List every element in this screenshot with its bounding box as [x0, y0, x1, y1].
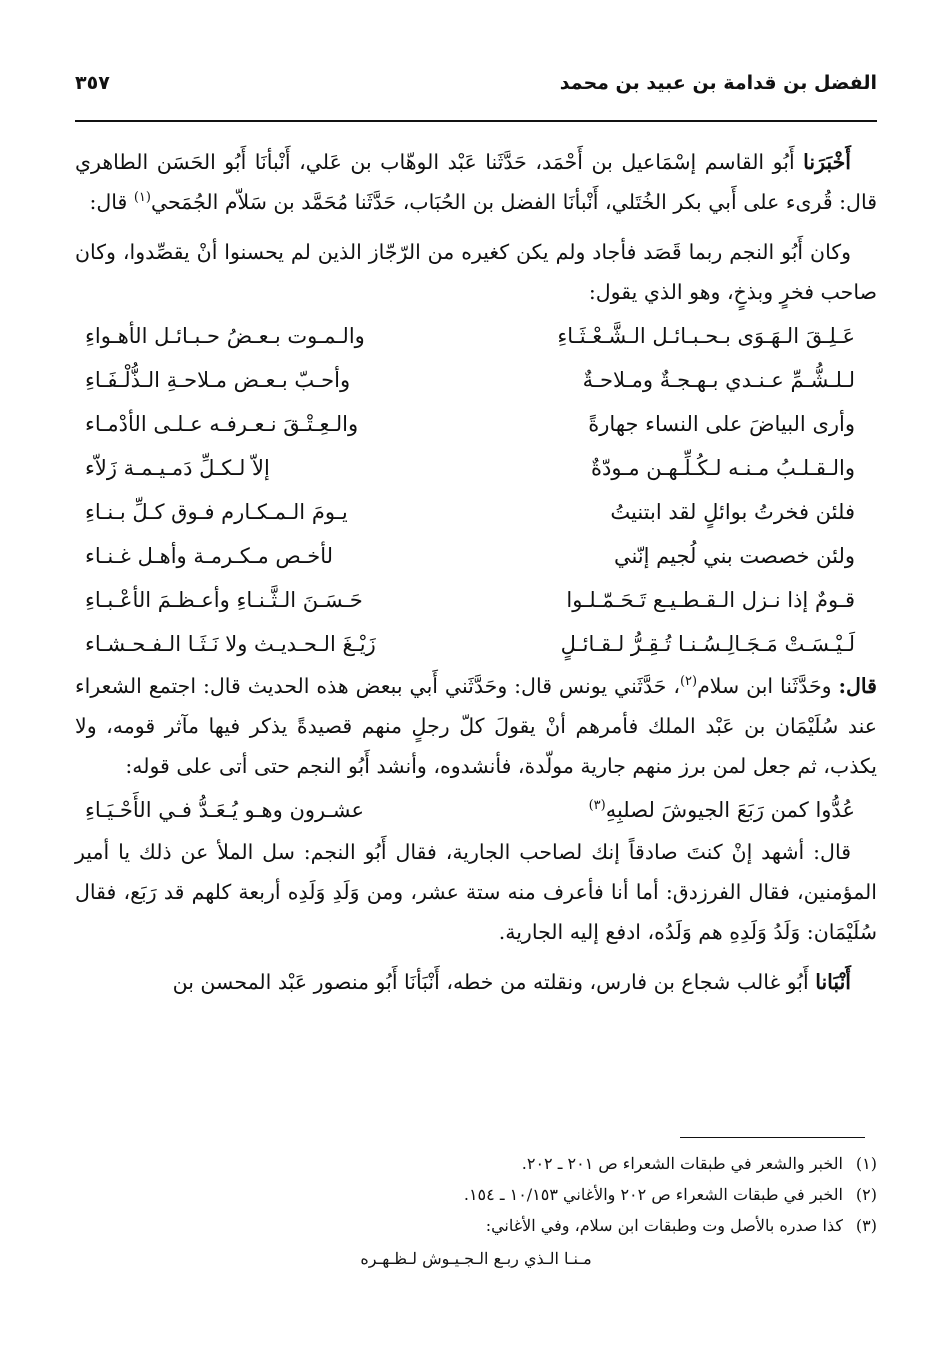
footnote-verse: مـنـا الـذي ربـع الـجـيـوش لـظـهـره	[360, 1249, 592, 1268]
page-header	[75, 72, 877, 94]
footnote	[75, 1148, 877, 1179]
paragraph-1-lead: أَخْبَرَنا	[803, 150, 851, 174]
footnote-rule	[680, 1137, 865, 1138]
verse-second-hemistich: يـومَ الـمـكـارم فـوق كـلِّ بـنـاءِ	[85, 500, 348, 524]
verse-line	[75, 402, 877, 446]
verse-line-single	[75, 788, 877, 832]
verse-second-hemistich: والـعِـتْـقَ نـعـرفـه عـلـى الأدْمـاء	[85, 412, 359, 436]
verse-first-hemistich: ولئن خصصت بني لُجيم إنّني	[613, 544, 855, 568]
verse-line	[75, 446, 877, 490]
verse-line	[75, 534, 877, 578]
verse-line	[75, 622, 877, 666]
verse-line	[75, 490, 877, 534]
verse-second-hemistich: إلاّ لـكـلِّ دَمـيـمـة زَلاّء	[85, 456, 270, 480]
footnote	[75, 1179, 877, 1210]
verse-first-hemistich: لـلـشُّـمِّ عـنـدي بـهـجـةٌ ومـلاحـةٌ	[582, 368, 855, 392]
footnote-text: الخبر والشعر في طبقات الشعراء ص ٢٠١ ـ ٢٠٢.	[521, 1154, 843, 1173]
verse-second-hemistich: لأخـص مـكـرمـة وأهـل غـنـاء	[85, 544, 334, 568]
verse-line	[75, 358, 877, 402]
verse-second-hemistich: وأحـبّ بـعـض مـلاحـةِ الـذُّلْـفَـاءِ	[85, 368, 351, 392]
footnote-ref-3: (٣)	[588, 798, 606, 813]
verse-first-hemistich: قـومٌ إذا نـزل الـقـطـيـع تَـحَـمّـلـوا	[566, 588, 855, 612]
footnote-number: (١)	[855, 1154, 877, 1173]
paragraph-3-text-a: وحَدَّثَنا ابن سلام	[697, 674, 839, 698]
verse-first-hemistich: عَـلِـقَ الـهَـوَى بـحـبـائـل الـشَّـعْـثَـاءِ	[557, 324, 855, 348]
paragraph-1-text: أَبُو القاسم إسْمَاعيل بن أَحْمَد، حَدَّثَنا عَبْد الوهّاب بن عَلي، أَنْبأنَا أَبُو الحَسَن الطاهري قال: قُرىء على أَبي بكر الخُتَلي، أَنْبأنَا الفضل بن الحُبَاب، حَدَّثَنا مُحَمَّد بن سَلاّم الجُمَحي	[75, 150, 877, 214]
paragraph-4: قال: أشهد إنْ كنتَ صادقاً إنك لصاحب الجارية، فقال أَبُو النجم: سل الملأ عن ذلك يا أمير المؤمنين، فقال الفرزدق: أما أنا فأعرف منه ستة عشر، ومن وَلَدِ وَلَدِه أربعة كلهم قد رَبَع، فقال سُلَيْمَان: وَلَدُ وَلَدِهِ هم وَلَدُه، ادفع إليه الجارية.	[75, 840, 877, 944]
paragraph-3	[75, 666, 877, 786]
paragraph-5-lead: أَنْبَانا	[815, 970, 851, 994]
verse-first-hemistich: والـقـلـبُ مـنـه لـكُـلِّـهـن مـودّةٌ	[590, 456, 855, 480]
verse-first-hemistich	[495, 788, 855, 832]
page-number: ٣٥٧	[75, 72, 110, 94]
verse-9-first: عُدُّوا كمن رَبَعَ الجيوشَ لصلبِهِ	[605, 798, 855, 822]
footnote	[75, 1210, 877, 1241]
footnote-number: (٢)	[855, 1185, 877, 1204]
paragraph-3-lead: قال:	[838, 674, 877, 698]
verse-second-hemistich: عشـرون وهـو يُـعَـدُّ فـي الأَحْـيَـاءِ	[85, 798, 365, 822]
verse-first-hemistich: وأرى البياضَ على النساء جهارةً	[588, 412, 855, 436]
verse-second-hemistich: حَـسَـنَ الـثَّـنـاءِ وأعـظـمَ الأعْـبـاءِ	[85, 588, 363, 612]
verse-first-hemistich: لَـيْـسَـتْ مَـجَـالِـسُـنـا تُـقِـرُّ لـقـائـلٍ	[560, 632, 855, 656]
verse-second-hemistich: والـمـوت بـعـضُ حـبـائـل الأهـواءِ	[85, 324, 365, 348]
paragraph-1	[75, 142, 877, 222]
footnote-ref-2: (٢)	[679, 674, 698, 690]
verse-line	[75, 314, 877, 358]
paragraph-5	[75, 962, 877, 1002]
verse-second-hemistich: زَيْـغَ الـحـديـث ولا نَـثَـا الـفـحـشـاء	[85, 632, 376, 656]
paragraph-1-tail: قال:	[89, 190, 134, 214]
footnote-number: (٣)	[855, 1216, 877, 1235]
footnotes	[75, 1148, 877, 1274]
footnote-ref-1: (١)	[133, 190, 151, 206]
verse-line	[75, 578, 877, 622]
footnote-text: كذا صدره بالأصل وت وطبقات ابن سلام، وفي الأغاني:	[485, 1216, 843, 1235]
main-text	[75, 142, 877, 1002]
footnote-text: الخبر في طبقات الشعراء ص ٢٠٢ والأغاني ١٠/١٥٣ ـ ١٥٤.	[463, 1185, 843, 1204]
paragraph-5-text: أَبُو غالب شجاع بن فارس، ونقلته من خطه، أَنْبَأنَا أَبُو منصور عَبْد المحسن بن	[172, 970, 816, 994]
header-rule	[75, 120, 877, 122]
paragraph-3-text-b: ، حَدَّثَني يونس قال: وحَدَّثَني أَبي ببعض هذه الحديث قال: اجتمع الشعراء عند سُلَيْمَان بن عَبْد الملك فأمرهم أنْ يقولَ كلّ رجلٍ منهم قصيدةً يذكر فيها مآثر قومه، ولا يكذب، ثم جعل لمن برز منهم جارية مولّدة، فأنشدوه، وأنشد أَبُو النجم حتى أتى على قوله:	[75, 674, 877, 778]
paragraph-2: وكان أَبُو النجم ربما قَصَد فأجاد ولم يكن كغيره من الرّجّاز الذين لم يحسنوا أنْ يقصِّدوا، وكان صاحب فخرٍ وبذخٍ، وهو الذي يقول:	[75, 240, 877, 304]
verse-first-hemistich: فلئن فخرتُ بوائلٍ لقد ابتنيتُ	[610, 500, 855, 524]
running-title: الفضل بن قدامة بن عبيد بن محمد	[559, 72, 877, 94]
poem	[75, 314, 877, 666]
